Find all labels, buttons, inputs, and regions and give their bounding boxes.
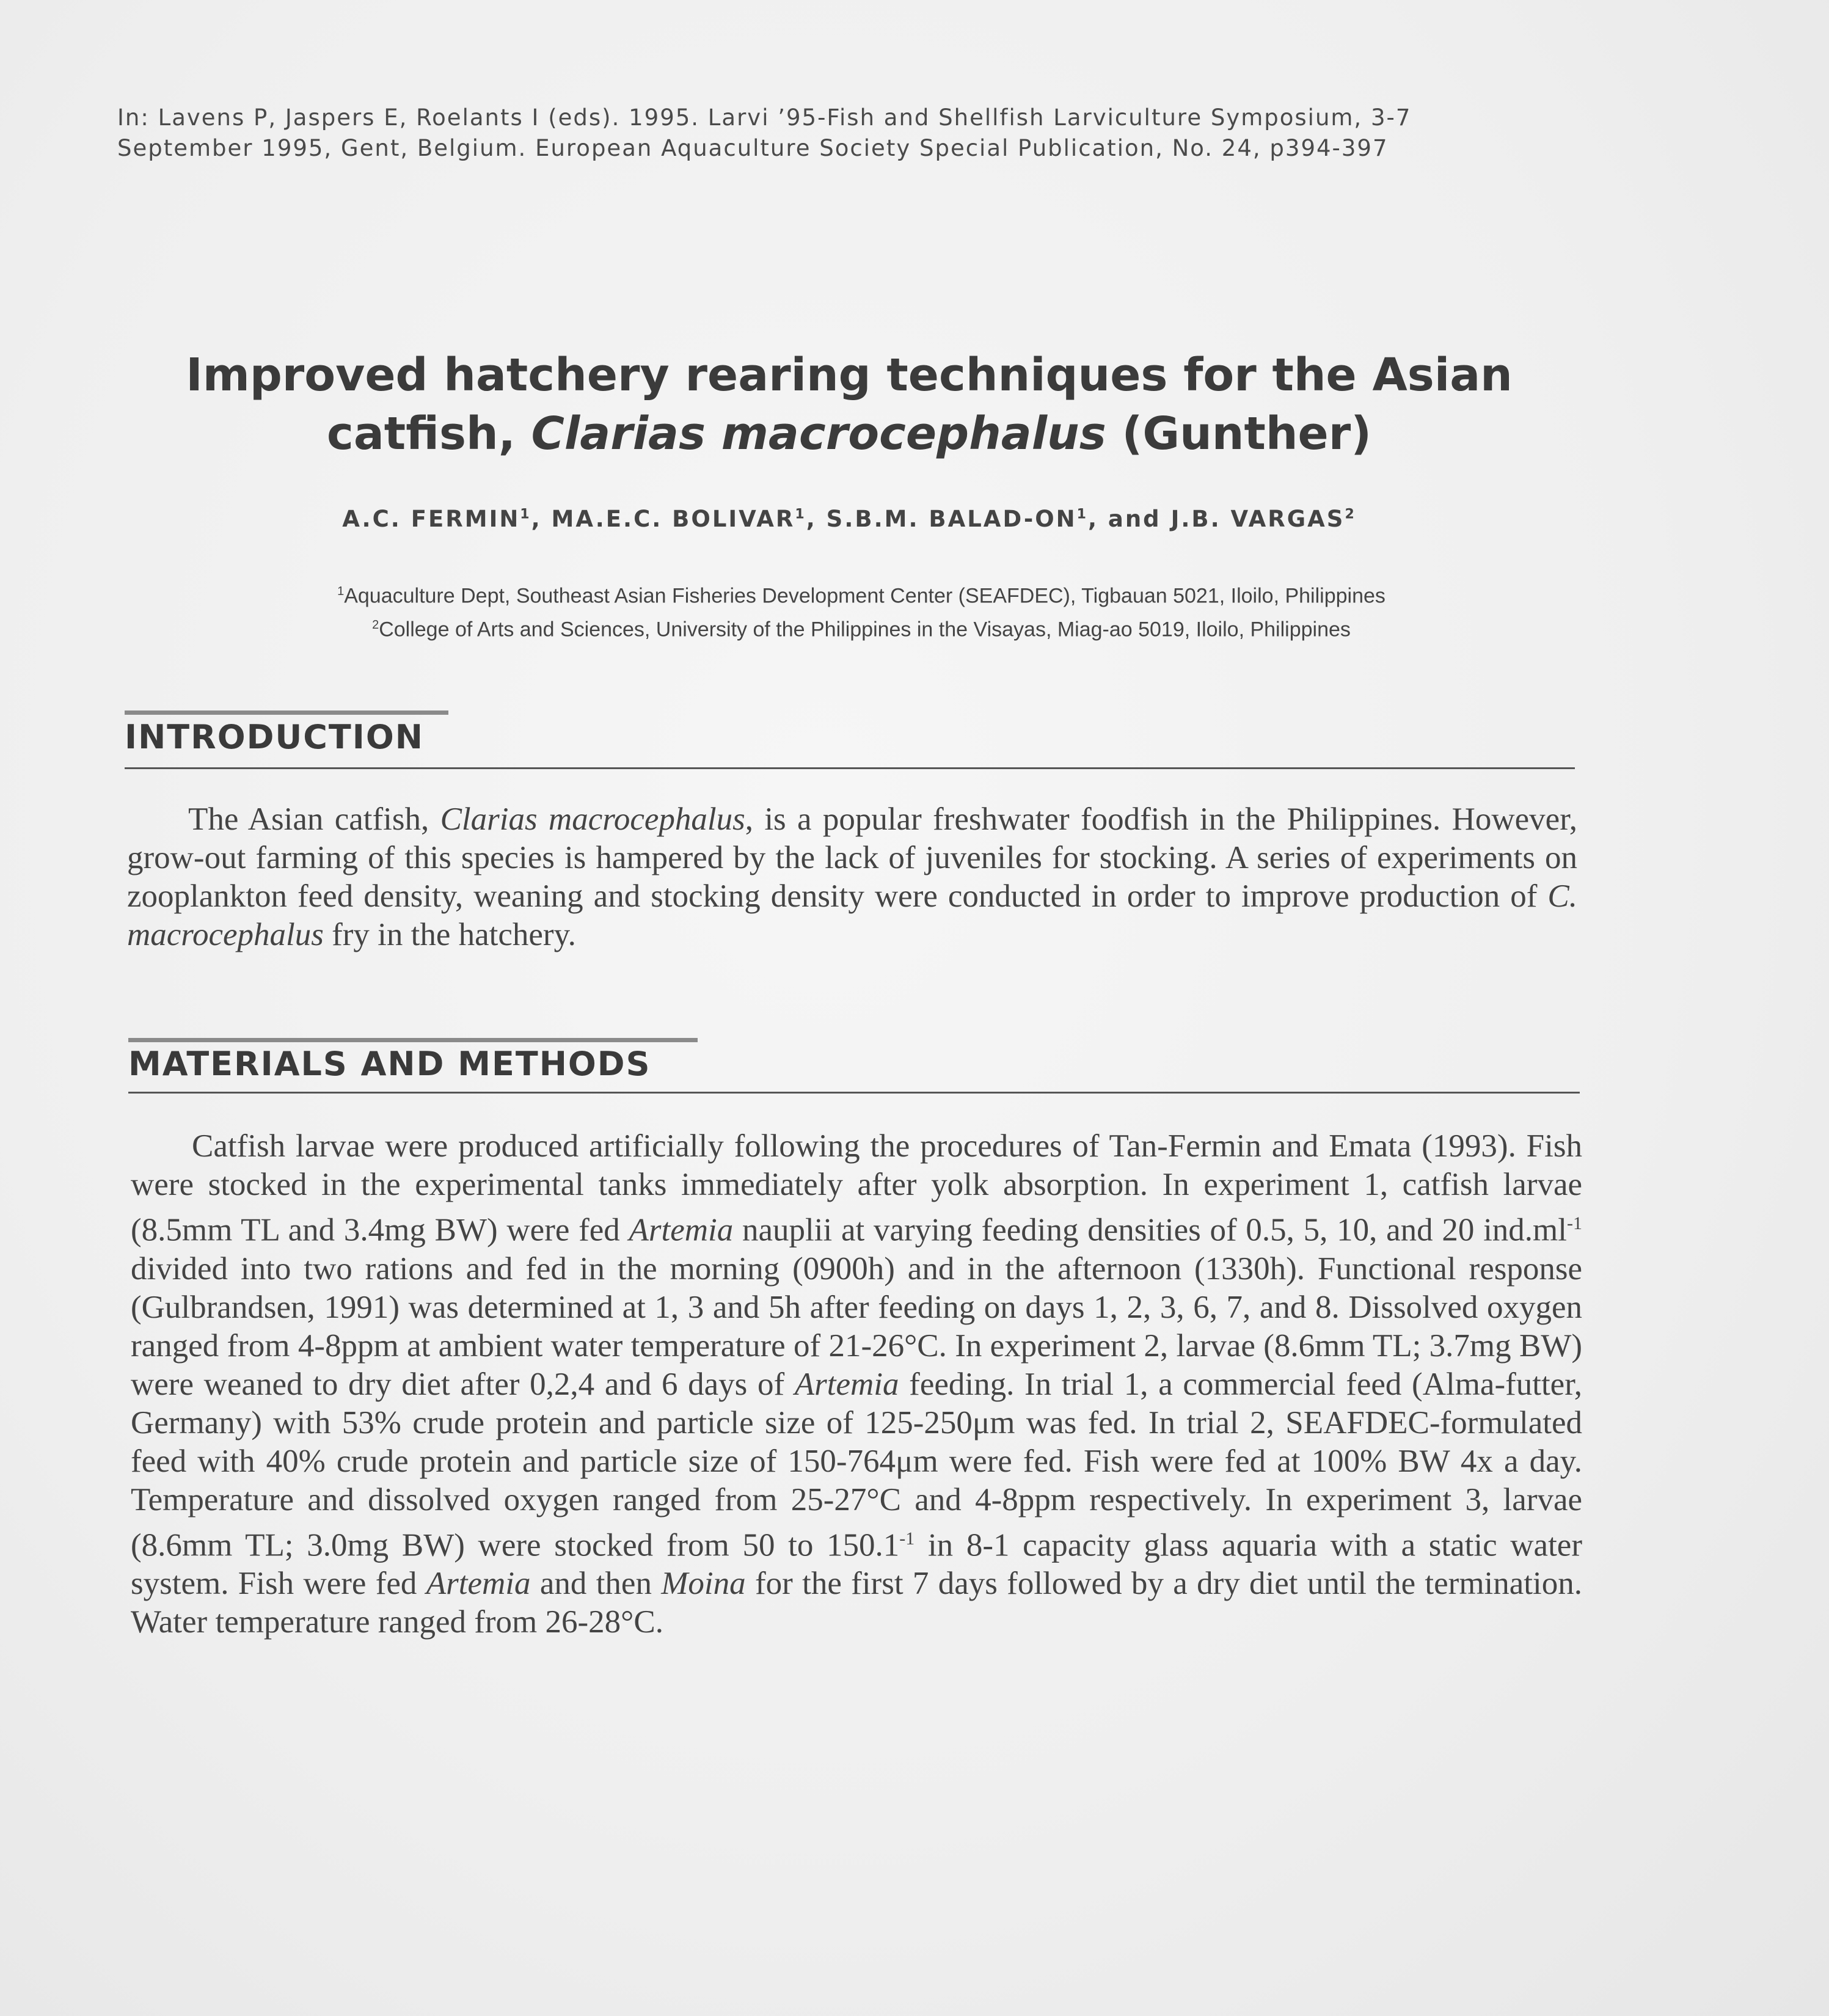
section-rule-bottom [128,1092,1580,1094]
author-name: J.B. VARGAS [1170,506,1345,532]
introduction-text [127,800,1577,954]
species-name: Artemia [794,1366,899,1402]
citation-header [117,103,1522,164]
title-line-2-start: catfish, [326,407,531,460]
text-run: feeding. In trial 1, a commercial feed (Alma-futter, Germany) with 53% crude protein and particle size of 125-250μm was fed. In trial 2, SEAFDEC-formulated feed with 40% crude protein and particle size of 150-764μm were fed. Fish were fed at 100% BW 4x a day. Temperature and dissolved oxygen ranged from 25-27°C and 4-8ppm respectively. In experiment 3, larvae (8.6mm TL; 3.0mg BW) were stocked from 50 to 150.1 [131,1366,1582,1563]
author-affiliation-mark: 1 [520,506,531,522]
text-run: fry in the hatchery. [323,917,576,952]
text-run: for the first 7 days followed by a dry diet until the termination. Water temperature ranged from 26-28°C. [131,1566,1583,1640]
author-affiliation-mark: 2 [1345,506,1356,522]
species-name: C. macrocephalus [127,878,1577,952]
affiliation-1 [122,577,1601,610]
introduction-paragraph [127,800,1577,954]
text-run: and then [530,1566,662,1602]
title-species-name: Clarias macrocephalus [531,407,1106,460]
introduction-heading: INTRODUCTION [125,718,424,756]
author-separator: , [531,506,552,532]
species-name: Artemia [629,1212,734,1248]
title-line-2-end: (Gunther) [1106,407,1372,460]
citation-line-1: In: Lavens P, Jaspers E, Roelants I (eds). 1995. Larvi ’95-Fish and Shellfish Larviculture Symposium, 3-7 [117,104,1412,131]
title-line-2 [122,404,1576,463]
author-separator: , [806,506,827,532]
author-name: S.B.M. BALAD-ON [826,506,1077,532]
citation-line-2: September 1995, Gent, Belgium. European Aquaculture Society Special Publication, No. 24, p394-397 [117,135,1389,161]
methods-text [131,1127,1582,1642]
text-run: The Asian catfish, [188,802,440,837]
affiliation-list [122,577,1601,645]
text-run: in 8-1 capacity glass aquaria with a static water system. Fish were fed [131,1527,1582,1602]
unit-exponent: -1 [899,1528,915,1549]
affiliation-mark: 2 [372,618,379,632]
text-run: divided into two rations and fed in the morning (0900h) and in the afternoon (1330h). Functional response (Gulbrandsen, 1991) was determined at 1, 3 and 5h after feeding on days 1, 2, 3, 6, 7, and 8. Dissolved oxygen ranged from 4-8ppm at ambient water temperature of 21-26°C. In experiment 2, larvae (8.6mm TL; 3.7mg BW) were weaned to dry diet after 0,2,4 and 6 days of [131,1251,1582,1402]
author-list [122,506,1576,532]
author-name: A.C. FERMIN [342,506,520,532]
author-affiliation-mark: 1 [1076,506,1088,522]
species-name: Clarias macrocephalus [440,802,745,837]
affiliation-mark: 1 [337,585,345,598]
affiliation-text: College of Arts and Sciences, University of the Philippines in the Visayas, Miag-ao 5019, Iloilo, Philippines [379,618,1351,641]
methods-paragraph [131,1127,1582,1642]
section-rule-top [125,710,448,715]
author-separator: , and [1087,506,1171,532]
text-run: , is a popular freshwater foodfish in the Philippines. However, grow-out farming of this species is hampered by the lack of juveniles for stocking. A series of experiments on zooplankton feed density, weaning and stocking density were conducted in order to improve production of [127,802,1577,914]
species-name: Moina [661,1566,746,1602]
section-rule-bottom [125,767,1575,769]
affiliation-text: Aquaculture Dept, Southeast Asian Fisheries Development Center (SEAFDEC), Tigbauan 5021, Iloilo, Philippines [344,584,1385,608]
section-rule-top [128,1038,698,1042]
text-run: nauplii at varying feeding densities of 0.5, 5, 10, and 20 ind.ml [733,1212,1568,1248]
author-name: MA.E.C. BOLIVAR [551,506,795,532]
affiliation-2 [122,610,1601,644]
text-run: Catfish larvae were produced artificially following the procedures of Tan-Fermin and Emata (1993). Fish were stocked in the experimental tanks immediately after yolk absorption. In experiment 1, catfish larvae (8.5mm TL and 3.4mg BW) were fed [131,1128,1582,1248]
methods-heading: MATERIALS AND METHODS [128,1045,651,1083]
paper-title [122,346,1576,463]
unit-exponent: -1 [1567,1213,1583,1233]
title-line-1: Improved hatchery rearing techniques for the Asian [186,349,1513,401]
species-name: Artemia [426,1566,531,1602]
author-affiliation-mark: 1 [795,506,806,522]
